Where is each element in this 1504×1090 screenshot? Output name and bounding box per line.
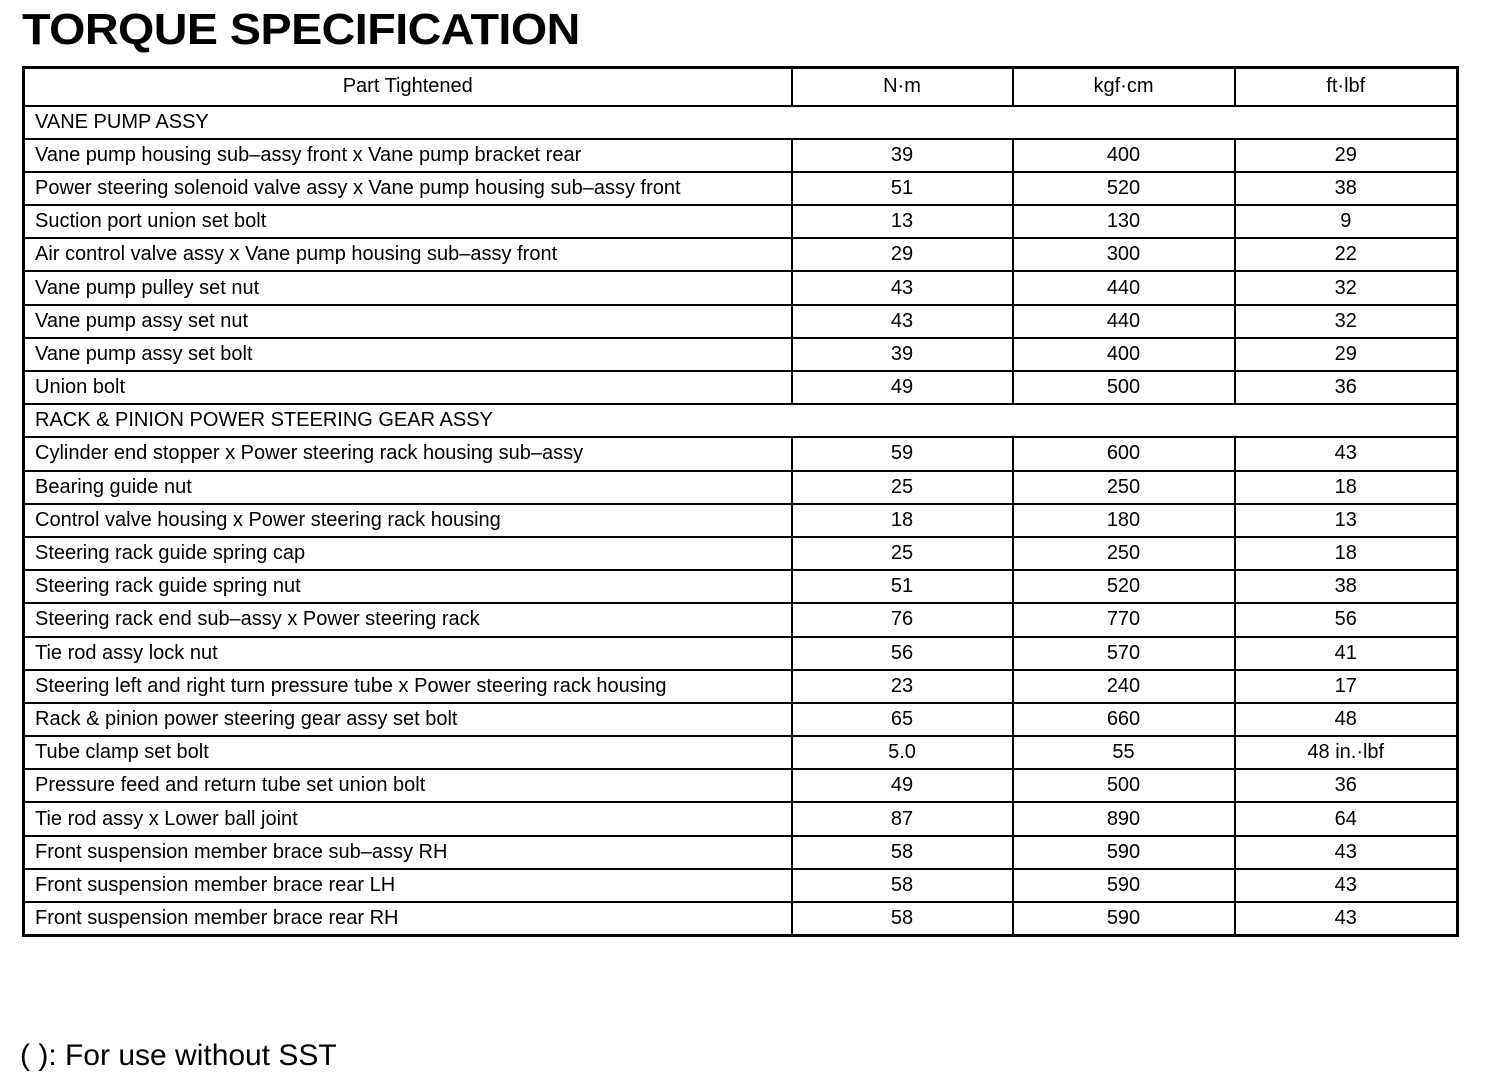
nm-cell: 49 xyxy=(792,769,1013,802)
kgfcm-cell: 590 xyxy=(1013,869,1235,902)
table-row xyxy=(24,670,1458,703)
table-row xyxy=(24,172,1458,205)
header-nm: N·m xyxy=(792,68,1013,106)
part-cell: Front suspension member brace sub–assy RH xyxy=(24,836,792,869)
kgfcm-cell: 400 xyxy=(1013,139,1235,172)
ftlbf-cell: 43 xyxy=(1235,437,1458,470)
kgfcm-cell: 240 xyxy=(1013,670,1235,703)
table-row xyxy=(24,603,1458,636)
part-cell: Power steering solenoid valve assy x Vane pump housing sub–assy front xyxy=(24,172,792,205)
part-cell: Front suspension member brace rear LH xyxy=(24,869,792,902)
table-row xyxy=(24,570,1458,603)
table-body xyxy=(24,106,1458,936)
table-row xyxy=(24,271,1458,304)
table-row xyxy=(24,836,1458,869)
ftlbf-cell: 64 xyxy=(1235,802,1458,835)
table-row xyxy=(24,471,1458,504)
part-cell: Vane pump assy set nut xyxy=(24,305,792,338)
torque-spec-table xyxy=(22,66,1459,937)
nm-cell: 56 xyxy=(792,637,1013,670)
ftlbf-cell: 43 xyxy=(1235,836,1458,869)
part-cell: Union bolt xyxy=(24,371,792,404)
nm-cell: 51 xyxy=(792,570,1013,603)
kgfcm-cell: 250 xyxy=(1013,471,1235,504)
ftlbf-cell: 48 in.·lbf xyxy=(1235,736,1458,769)
part-cell: Tie rod assy x Lower ball joint xyxy=(24,802,792,835)
nm-cell: 58 xyxy=(792,836,1013,869)
nm-cell: 76 xyxy=(792,603,1013,636)
nm-cell: 29 xyxy=(792,238,1013,271)
nm-cell: 43 xyxy=(792,271,1013,304)
nm-cell: 58 xyxy=(792,902,1013,935)
kgfcm-cell: 570 xyxy=(1013,637,1235,670)
kgfcm-cell: 180 xyxy=(1013,504,1235,537)
table-row xyxy=(24,139,1458,172)
nm-cell: 23 xyxy=(792,670,1013,703)
table-row xyxy=(24,802,1458,835)
part-cell: Control valve housing x Power steering rack housing xyxy=(24,504,792,537)
part-cell: Pressure feed and return tube set union bolt xyxy=(24,769,792,802)
ftlbf-cell: 41 xyxy=(1235,637,1458,670)
nm-cell: 25 xyxy=(792,471,1013,504)
table-row xyxy=(24,205,1458,238)
table-row xyxy=(24,371,1458,404)
part-cell: Vane pump housing sub–assy front x Vane pump bracket rear xyxy=(24,139,792,172)
kgfcm-cell: 300 xyxy=(1013,238,1235,271)
header-ftlbf: ft·lbf xyxy=(1235,68,1458,106)
ftlbf-cell: 32 xyxy=(1235,305,1458,338)
nm-cell: 58 xyxy=(792,869,1013,902)
header-kgfcm: kgf·cm xyxy=(1013,68,1235,106)
part-cell: Front suspension member brace rear RH xyxy=(24,902,792,935)
nm-cell: 39 xyxy=(792,139,1013,172)
ftlbf-cell: 18 xyxy=(1235,537,1458,570)
part-cell: Air control valve assy x Vane pump housing sub–assy front xyxy=(24,238,792,271)
part-cell: Steering rack end sub–assy x Power steering rack xyxy=(24,603,792,636)
page-title: TORQUE SPECIFICATION xyxy=(22,5,580,54)
ftlbf-cell: 36 xyxy=(1235,769,1458,802)
kgfcm-cell: 400 xyxy=(1013,338,1235,371)
part-cell: Cylinder end stopper x Power steering rack housing sub–assy xyxy=(24,437,792,470)
part-cell: Vane pump assy set bolt xyxy=(24,338,792,371)
kgfcm-cell: 770 xyxy=(1013,603,1235,636)
kgfcm-cell: 130 xyxy=(1013,205,1235,238)
kgfcm-cell: 440 xyxy=(1013,271,1235,304)
kgfcm-cell: 890 xyxy=(1013,802,1235,835)
part-cell: Steering rack guide spring nut xyxy=(24,570,792,603)
nm-cell: 5.0 xyxy=(792,736,1013,769)
part-cell: Vane pump pulley set nut xyxy=(24,271,792,304)
part-cell: Bearing guide nut xyxy=(24,471,792,504)
nm-cell: 51 xyxy=(792,172,1013,205)
ftlbf-cell: 13 xyxy=(1235,504,1458,537)
kgfcm-cell: 500 xyxy=(1013,371,1235,404)
kgfcm-cell: 600 xyxy=(1013,437,1235,470)
table-row xyxy=(24,504,1458,537)
kgfcm-cell: 520 xyxy=(1013,172,1235,205)
section-title: RACK & PINION POWER STEERING GEAR ASSY xyxy=(24,404,1458,437)
table-row xyxy=(24,305,1458,338)
section-row xyxy=(24,404,1458,437)
table-row xyxy=(24,869,1458,902)
ftlbf-cell: 38 xyxy=(1235,570,1458,603)
ftlbf-cell: 18 xyxy=(1235,471,1458,504)
section-title: VANE PUMP ASSY xyxy=(24,106,1458,139)
kgfcm-cell: 500 xyxy=(1013,769,1235,802)
nm-cell: 65 xyxy=(792,703,1013,736)
ftlbf-cell: 48 xyxy=(1235,703,1458,736)
kgfcm-cell: 250 xyxy=(1013,537,1235,570)
part-cell: Tie rod assy lock nut xyxy=(24,637,792,670)
section-row xyxy=(24,106,1458,139)
part-cell: Suction port union set bolt xyxy=(24,205,792,238)
ftlbf-cell: 56 xyxy=(1235,603,1458,636)
kgfcm-cell: 590 xyxy=(1013,836,1235,869)
part-cell: Steering rack guide spring cap xyxy=(24,537,792,570)
ftlbf-cell: 38 xyxy=(1235,172,1458,205)
table-row xyxy=(24,437,1458,470)
ftlbf-cell: 32 xyxy=(1235,271,1458,304)
kgfcm-cell: 660 xyxy=(1013,703,1235,736)
nm-cell: 43 xyxy=(792,305,1013,338)
nm-cell: 18 xyxy=(792,504,1013,537)
table-row xyxy=(24,769,1458,802)
table-row xyxy=(24,736,1458,769)
kgfcm-cell: 440 xyxy=(1013,305,1235,338)
nm-cell: 25 xyxy=(792,537,1013,570)
kgfcm-cell: 520 xyxy=(1013,570,1235,603)
ftlbf-cell: 43 xyxy=(1235,869,1458,902)
kgfcm-cell: 590 xyxy=(1013,902,1235,935)
nm-cell: 49 xyxy=(792,371,1013,404)
nm-cell: 39 xyxy=(792,338,1013,371)
table-row xyxy=(24,537,1458,570)
table-header-row xyxy=(24,68,1458,106)
ftlbf-cell: 17 xyxy=(1235,670,1458,703)
ftlbf-cell: 36 xyxy=(1235,371,1458,404)
nm-cell: 87 xyxy=(792,802,1013,835)
part-cell: Rack & pinion power steering gear assy set bolt xyxy=(24,703,792,736)
part-cell: Steering left and right turn pressure tube x Power steering rack housing xyxy=(24,670,792,703)
ftlbf-cell: 9 xyxy=(1235,205,1458,238)
footnote: ( ): For use without SST xyxy=(20,1039,337,1072)
table-row xyxy=(24,338,1458,371)
part-cell: Tube clamp set bolt xyxy=(24,736,792,769)
ftlbf-cell: 43 xyxy=(1235,902,1458,935)
kgfcm-cell: 55 xyxy=(1013,736,1235,769)
nm-cell: 13 xyxy=(792,205,1013,238)
header-part-tightened: Part Tightened xyxy=(24,68,792,106)
ftlbf-cell: 29 xyxy=(1235,338,1458,371)
table-row xyxy=(24,637,1458,670)
table-row xyxy=(24,902,1458,935)
ftlbf-cell: 22 xyxy=(1235,238,1458,271)
table-row xyxy=(24,703,1458,736)
table-row xyxy=(24,238,1458,271)
ftlbf-cell: 29 xyxy=(1235,139,1458,172)
nm-cell: 59 xyxy=(792,437,1013,470)
